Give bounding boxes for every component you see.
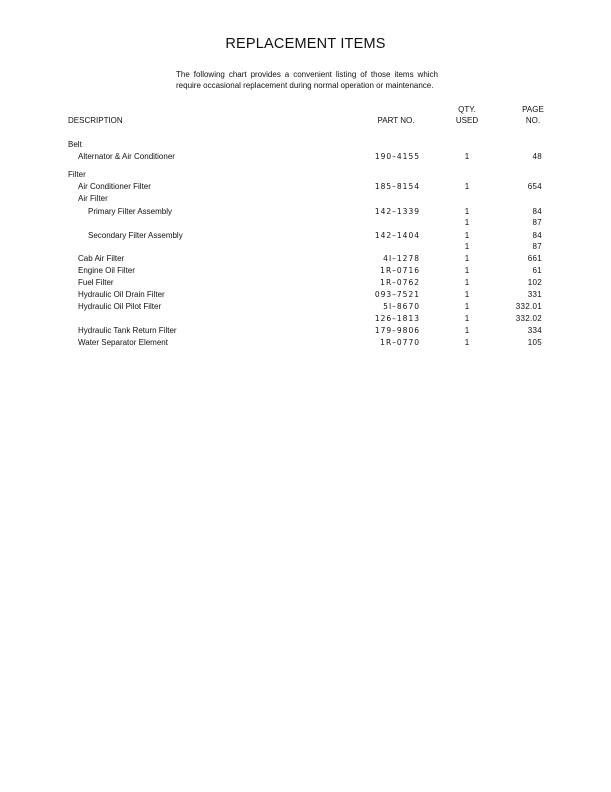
table-row bbox=[0, 169, 611, 181]
row-qty: 1 bbox=[464, 242, 470, 251]
row-description: Air Conditioner Filter bbox=[78, 182, 151, 191]
row-part-no: 1R–0716 bbox=[380, 266, 420, 275]
row-description: Belt bbox=[68, 140, 82, 149]
table-row bbox=[0, 313, 611, 325]
row-part-no: 4I–1278 bbox=[383, 254, 420, 263]
row-description: Filter bbox=[68, 170, 86, 179]
row-qty: 1 bbox=[464, 266, 470, 275]
header-qty-line2: USED bbox=[455, 116, 479, 125]
row-description: Primary Filter Assembly bbox=[88, 207, 173, 216]
row-page: 332.02 bbox=[515, 314, 542, 323]
table-row bbox=[0, 151, 611, 163]
row-qty: 1 bbox=[464, 314, 470, 323]
row-part-no: 1R–0770 bbox=[380, 338, 420, 347]
row-qty: 1 bbox=[464, 278, 470, 287]
table-row bbox=[0, 139, 611, 151]
row-page: 102 bbox=[527, 278, 542, 287]
page-title: REPLACEMENT ITEMS bbox=[225, 36, 386, 52]
table-row bbox=[0, 289, 611, 301]
row-description: Alternator & Air Conditioner bbox=[78, 152, 175, 161]
header-part-no: PART NO. bbox=[377, 116, 415, 125]
row-part-no: 190–4155 bbox=[374, 152, 420, 161]
row-part-no: 142–1404 bbox=[374, 231, 420, 240]
row-page: 661 bbox=[527, 254, 542, 263]
row-description: Cab Air Filter bbox=[78, 254, 125, 263]
table-row bbox=[0, 181, 611, 193]
table-row bbox=[0, 193, 611, 205]
table-row bbox=[0, 277, 611, 289]
row-page: 84 bbox=[532, 231, 542, 240]
row-part-no: 142–1339 bbox=[374, 207, 420, 216]
row-description: Air Filter bbox=[78, 194, 108, 203]
row-page: 61 bbox=[532, 266, 542, 275]
row-qty: 1 bbox=[464, 326, 470, 335]
row-qty: 1 bbox=[464, 254, 470, 263]
row-page: 87 bbox=[532, 218, 542, 227]
row-qty: 1 bbox=[464, 302, 470, 311]
row-description: Secondary Filter Assembly bbox=[88, 231, 183, 240]
row-description: Fuel Filter bbox=[78, 278, 114, 287]
row-page: 332.01 bbox=[515, 302, 542, 311]
row-description: Hydraulic Tank Return Filter bbox=[78, 326, 177, 335]
row-description: Hydraulic Oil Drain Filter bbox=[78, 290, 165, 299]
row-description: Water Separator Element bbox=[78, 338, 168, 347]
row-part-no: 093–7521 bbox=[374, 290, 420, 299]
table-row bbox=[0, 337, 611, 349]
row-page: 334 bbox=[527, 326, 542, 335]
row-qty: 1 bbox=[464, 152, 470, 161]
intro-paragraph: The following chart provides a convenient listing of those items which require occasional replacement during normal operation or maintenance. bbox=[176, 70, 438, 91]
row-page: 331 bbox=[527, 290, 542, 299]
table-row bbox=[0, 265, 611, 277]
table-row bbox=[0, 241, 611, 253]
table-row bbox=[0, 217, 611, 229]
row-page: 87 bbox=[532, 242, 542, 251]
table-row bbox=[0, 301, 611, 313]
row-part-no: 1R–0762 bbox=[380, 278, 420, 287]
row-part-no: 5I–8670 bbox=[383, 302, 420, 311]
table-row bbox=[0, 253, 611, 265]
row-page: 84 bbox=[532, 207, 542, 216]
row-part-no: 126–1813 bbox=[374, 314, 420, 323]
row-page: 105 bbox=[527, 338, 542, 347]
row-description: Hydraulic Oil Pilot Filter bbox=[78, 302, 162, 311]
row-qty: 1 bbox=[464, 218, 470, 227]
row-qty: 1 bbox=[464, 207, 470, 216]
header-page-line1: PAGE bbox=[522, 105, 544, 114]
row-page: 654 bbox=[527, 182, 542, 191]
row-description: Engine Oil Filter bbox=[78, 266, 135, 275]
row-qty: 1 bbox=[464, 338, 470, 347]
header-qty-line1: QTY. bbox=[458, 105, 476, 114]
row-qty: 1 bbox=[464, 231, 470, 240]
row-qty: 1 bbox=[464, 290, 470, 299]
header-description: DESCRIPTION bbox=[68, 116, 123, 125]
row-page: 48 bbox=[532, 152, 542, 161]
row-part-no: 179–9806 bbox=[374, 326, 420, 335]
table-row bbox=[0, 325, 611, 337]
row-qty: 1 bbox=[464, 182, 470, 191]
row-part-no: 185–8154 bbox=[374, 182, 420, 191]
header-page-line2: NO. bbox=[525, 116, 541, 125]
